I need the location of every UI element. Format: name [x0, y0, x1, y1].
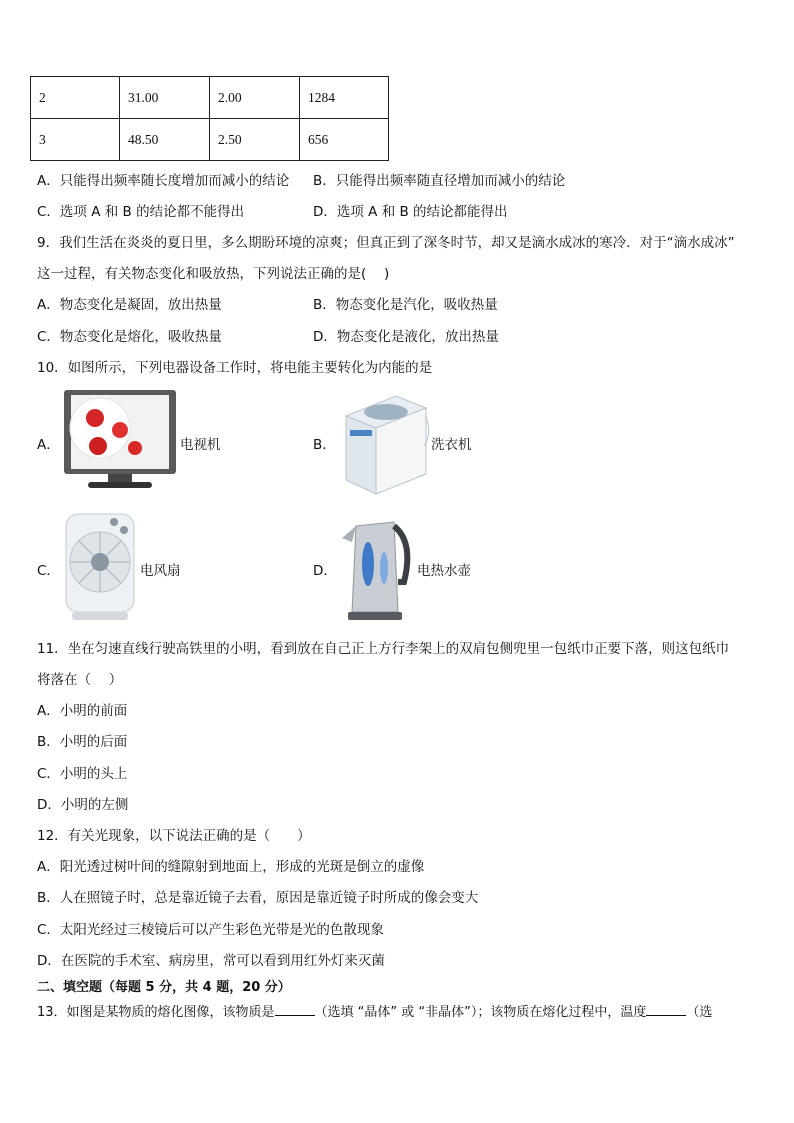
q10-option-b-label: 洗衣机 — [431, 437, 472, 453]
q9-option-b: B．物态变化是汽化，吸收热量 — [313, 297, 498, 313]
q10-option-a-letter: A． — [37, 437, 60, 453]
q9-option-d: D．物态变化是液化，放出热量 — [313, 329, 499, 345]
q11-stem-line2: 将落在（ ） — [37, 672, 123, 688]
q11-option-c: C．小明的头上 — [37, 766, 128, 782]
q9-stem-line2: 这一过程，有关物态变化和吸放热，下列说法正确的是( ) — [37, 266, 390, 282]
q13-part2: （选填 “晶体” 或 “非晶体”）；该物质在熔化过程中，温度 — [314, 1005, 647, 1020]
q10-option-c-letter: C． — [37, 563, 60, 579]
washing-machine-image — [336, 386, 430, 498]
q10-option-d-label: 电热水壶 — [417, 563, 471, 579]
q10-stem: 10．如图所示，下列电器设备工作时，将电能主要转化为内能的是 — [37, 360, 433, 376]
q9-option-a: A．物态变化是凝固，放出热量 — [37, 297, 222, 313]
q8-option-a: A．只能得出频率随长度增加而减小的结论 — [37, 173, 290, 189]
tv-image — [60, 388, 180, 496]
table-cell: 1284 — [300, 77, 389, 119]
table-cell: 656 — [300, 119, 389, 161]
q10-option-d-letter: D． — [313, 563, 337, 579]
q10-option-b-letter: B． — [313, 437, 336, 453]
q12-option-c: C．太阳光经过三棱镜后可以产生彩色光带是光的色散现象 — [37, 922, 384, 938]
q12-option-a: A．阳光透过树叶间的缝隙射到地面上，形成的光斑是倒立的虚像 — [37, 859, 425, 875]
q9-option-c: C．物态变化是熔化，吸收热量 — [37, 329, 222, 345]
q9-stem-line1: 9．我们生活在炎炎的夏日里，多么期盼环境的凉爽；但真正到了深冬时节，却又是滴水成冰的寒冷．对于“滴水成冰” — [37, 235, 735, 251]
q10-option-c-label: 电风扇 — [140, 563, 181, 579]
table-row — [31, 119, 389, 161]
q12-stem: 12．有关光现象，以下说法正确的是（ ） — [37, 828, 311, 844]
answer-blank — [275, 1003, 315, 1016]
table-cell: 31.00 — [120, 77, 210, 119]
q8-option-b: B．只能得出频率随直径增加而减小的结论 — [313, 173, 566, 189]
q12-option-b: B．人在照镜子时，总是靠近镜子去看，原因是靠近镜子时所成的像会变大 — [37, 890, 479, 906]
table-cell: 2 — [31, 77, 120, 119]
table-cell: 48.50 — [120, 119, 210, 161]
q10-option-a-label: 电视机 — [180, 437, 221, 453]
q8-option-d: D．选项 A 和 B 的结论都能得出 — [313, 204, 508, 220]
table-row — [31, 77, 389, 119]
q13-stem — [37, 1001, 712, 1020]
kettle-image — [338, 512, 416, 624]
answer-blank — [646, 1003, 686, 1016]
table-cell: 2.50 — [210, 119, 300, 161]
data-table — [30, 76, 389, 161]
fan-image — [62, 510, 138, 624]
q11-option-a: A．小明的前面 — [37, 703, 128, 719]
table-cell: 3 — [31, 119, 120, 161]
q11-stem-line1: 11．坐在匀速直线行驶高铁里的小明，看到放在自己正上方行李架上的双肩包侧兜里一包纸巾正要下落，则这包纸巾 — [37, 641, 730, 657]
q8-option-c: C．选项 A 和 B 的结论都不能得出 — [37, 204, 245, 220]
q11-option-b: B．小明的后面 — [37, 734, 128, 750]
q11-option-d: D．小明的左侧 — [37, 797, 129, 813]
table-cell: 2.00 — [210, 77, 300, 119]
q12-option-d: D．在医院的手术室、病房里，常可以看到用红外灯来灭菌 — [37, 953, 385, 969]
section-title: 二、填空题（每题 5 分，共 4 题，20 分） — [37, 980, 291, 995]
q13-part3: （选 — [686, 1005, 713, 1020]
q13-part1: 13．如图是某物质的熔化图像，该物质是 — [37, 1005, 275, 1020]
